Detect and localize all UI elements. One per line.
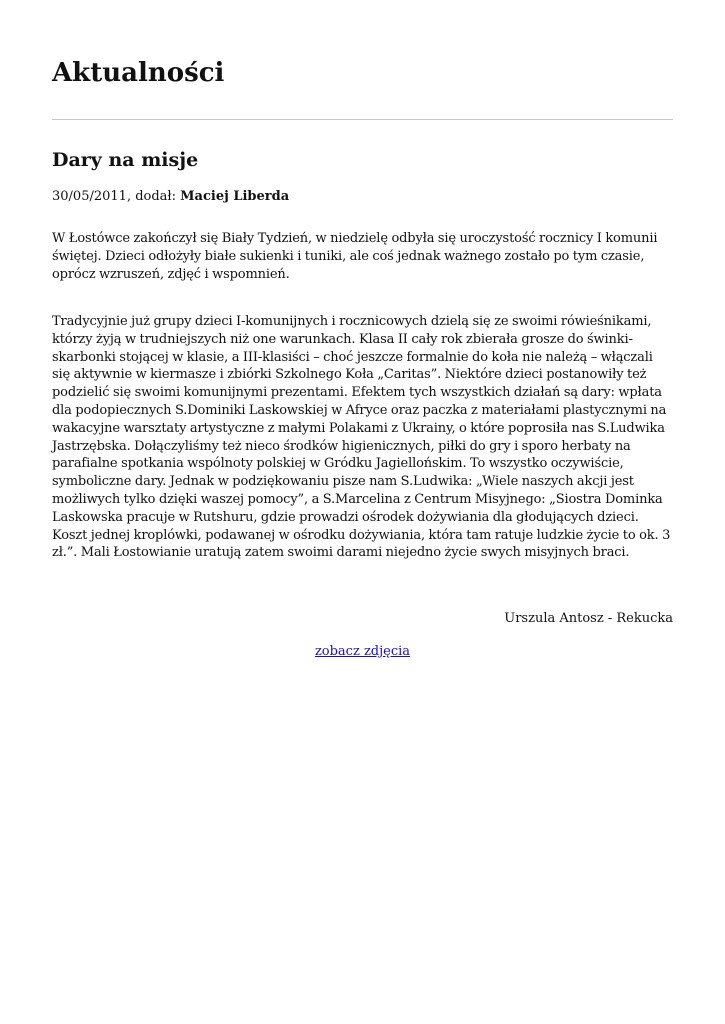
article-date: 30/05/2011 [52,189,127,204]
divider [52,119,673,120]
article-signature: Urszula Antosz - Rekucka [504,611,673,626]
article-title: Dary na misje [52,149,199,171]
article-author: Maciej Liberda [180,189,290,204]
see-photos-link[interactable]: zobacz zdjęcia [314,644,411,659]
article-meta [52,187,289,207]
section-title: Aktualności [52,58,225,88]
added-by-label: , dodał: [126,189,181,204]
article-paragraph-2: Tradycyjnie już grupy dzieci I-komunijnych i rocznicowych dzielą się ze swoimi rówieśnikami, którzy żyją w trudniejszych niż one warunkach. Klasa II cały rok zbierała grosze do świnki-skarbonki stojącej w klasie, a III-klasiści – choć jeszcze formalnie do koła nie należą – włączali się aktywnie w kiermasze i zbiórki Szkolnego Koła „Caritas”. Niektóre dzieci postanowiły też podzielić się swoimi komunijnymi prezentami. Efektem tych wszystkich działań są dary: wpłata dla podopiecznych S.Dominiki Laskowskiej w Afryce oraz paczka z materiałami plastycznymi na wakacyjne warsztaty artystyczne z małymi Polakami z Ukrainy, o które poprosiła nas S.Ludwika Jastrzębska. Dołączyliśmy też nieco środków higienicznych, piłki do gry i sporo herbaty na parafialne spotkania wspólnoty polskiej w Gródku Jagiellońskim. To wszystko oczywiście, symboliczne dary. Jednak w podziękowaniu pisze nam S.Ludwika: „Wiele naszych akcji jest możliwych tylko dzięki waszej pomocy”, a S.Marcelina z Centrum Misyjnego: „Siostra Dominka Laskowska pracuje w Rutshuru, gdzie prowadzi ośrodek dożywiania dla głodujących dzieci. Koszt jednej kroplówki, podawanej w ośrodku dożywiania, która tam ratuje ludzkie życie to ok. 3 zł.”. Mali Łostowianie uratują zatem swoimi darami niejedno życie swych misyjnych braci. [52,314,671,561]
photos-link-container [52,642,673,662]
article-paragraph-1: W Łostówce zakończył się Biały Tydzień, w niedzielę odbyła się uroczystość rocznicy I komunii świętej. Dzieci odłożyły białe sukienki i tuniki, ale coś jednak ważnego zostało po tym czasie, oprócz wzruszeń, zdjęć i wspomnień. [52,231,658,282]
